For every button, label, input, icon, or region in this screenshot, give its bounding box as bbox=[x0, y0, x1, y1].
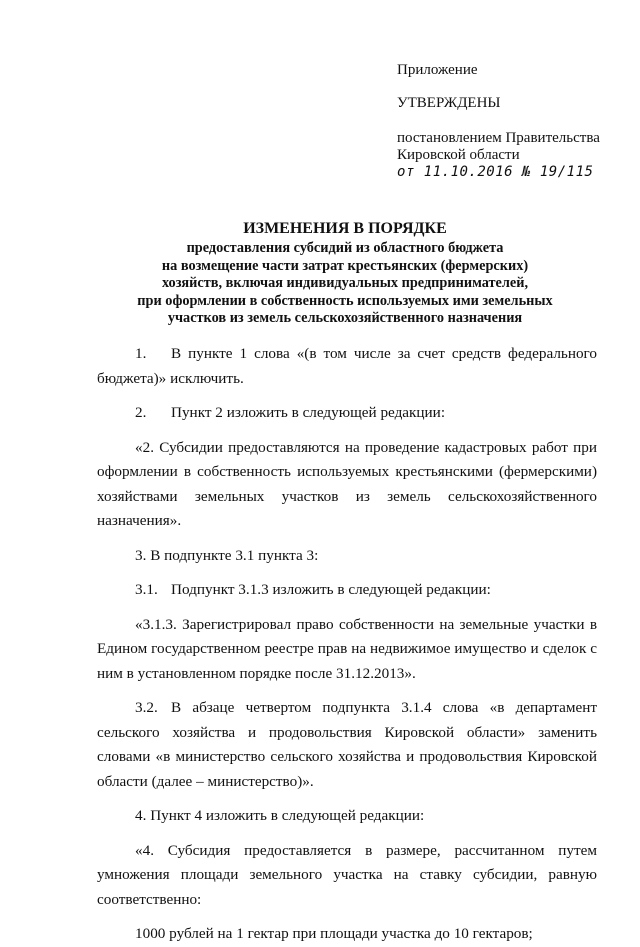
paragraph-text: 3. В подпункте 3.1 пункта 3: bbox=[135, 546, 319, 564]
paragraph-number: 2. bbox=[135, 404, 147, 421]
title-line-5: участков из земель сельскохозяйственного назначения bbox=[167, 310, 523, 326]
paragraph-text: 1000 рублей на 1 гектар при площади участка до 10 гектаров; bbox=[135, 925, 533, 942]
paragraph-number: 1. bbox=[135, 345, 147, 362]
title-line-3: хозяйств, включая индивидуальных предпринимателей, bbox=[161, 275, 529, 291]
title-line-2: на возмещение части затрат крестьянских (фермерских) bbox=[161, 257, 529, 274]
approved-label: УТВЕРЖДЕНЫ bbox=[397, 95, 501, 111]
paragraph-text: В пункте 1 слова «(в том числе за счет средств федерального бюджета)» исключить. bbox=[97, 345, 597, 387]
paragraph-text: Подпункт 3.1.3 изложить в следующей редакции: bbox=[171, 581, 491, 598]
paragraph-7 bbox=[97, 696, 597, 794]
paragraph-number: 3.2. bbox=[135, 699, 158, 716]
decree-line-2: Кировской области bbox=[397, 147, 520, 163]
approval-header bbox=[397, 62, 632, 181]
paragraph-4 bbox=[97, 544, 597, 569]
title-line-1: предоставления субсидий из областного бюджета bbox=[186, 240, 504, 256]
paragraph-text: «4. Субсидия предоставляется в размере, рассчитанном путем умножения площади земельного участка на ставку субсидии, равную соответственно: bbox=[97, 841, 597, 908]
decree-line-1: постановлением Правительства bbox=[397, 130, 600, 146]
appendix-label: Приложение bbox=[397, 62, 478, 78]
paragraph-text: «2. Субсидии предоставляются на проведение кадастровых работ при оформлении в собственность используемых крестьянскими (фермерскими) хозяйствами земельных участков из земель сельскохозяйственного назначения». bbox=[97, 438, 597, 529]
paragraph-text: «3.1.3. Зарегистрировал право собственности на земельные участки в Едином государственном реестре прав на недвижимое имущество и сделок с ним в установленном порядке после 31.12.2013». bbox=[97, 615, 597, 682]
document-body bbox=[97, 342, 597, 947]
paragraph-text: 4. Пункт 4 изложить в следующей редакции: bbox=[135, 807, 425, 824]
paragraph-2 bbox=[97, 401, 597, 426]
paragraph-number: 3.1. bbox=[135, 581, 158, 598]
title-main: ИЗМЕНЕНИЯ В ПОРЯДКЕ bbox=[243, 220, 447, 237]
title-line-4: при оформлении в собственность используемых ими земельных bbox=[137, 292, 553, 309]
paragraph-9 bbox=[97, 839, 597, 913]
paragraph-1 bbox=[97, 342, 597, 391]
paragraph-10 bbox=[97, 922, 597, 947]
paragraph-text: В абзаце четвертом подпункта 3.1.4 слова «в департамент сельского хозяйства и продовольствия Кировской области» заменить словами «в министерство сельского хозяйства и продовольствия Кировской области (далее – министерство)». bbox=[97, 699, 597, 790]
document-title bbox=[60, 218, 630, 328]
paragraph-5 bbox=[97, 578, 597, 603]
paragraph-6 bbox=[97, 613, 597, 687]
paragraph-3 bbox=[97, 436, 597, 534]
decree-date-number: от 11.10.2016 № 19/115 bbox=[397, 164, 594, 180]
paragraph-8 bbox=[97, 804, 597, 829]
paragraph-text: Пункт 2 изложить в следующей редакции: bbox=[171, 404, 446, 421]
